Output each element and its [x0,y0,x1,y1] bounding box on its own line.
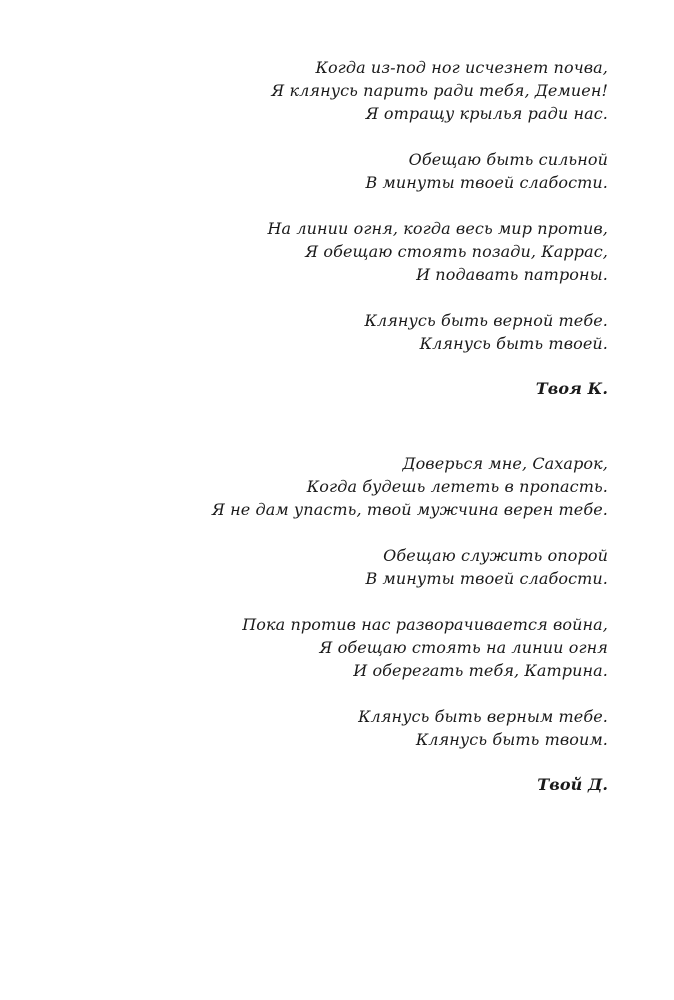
poem-line: Я обещаю стоять позади, Каррас, [305,242,608,261]
poem-line: Клянусь быть твоим. [415,730,608,749]
poem-line: Клянусь быть твоей. [419,334,608,353]
poem-line: Обещаю быть сильной [408,150,608,169]
stanza [48,705,608,751]
stanza [48,56,608,125]
poem-line: Я обещаю стоять на линии огня [319,638,608,657]
stanza [48,613,608,682]
stanza [48,452,608,521]
signature: Твоя К. [535,379,608,398]
stanza [48,217,608,286]
poem-line: Я не дам упасть, твой мужчина верен тебе. [211,500,608,519]
poem-line: Когда из-под ног исчезнет почва, [315,58,608,77]
stanza [48,544,608,590]
stanza [48,309,608,355]
poem-line: И оберегать тебя, Катрина. [353,661,608,680]
signature: Твой Д. [537,775,608,794]
poem-line: Клянусь быть верной тебе. [364,311,608,330]
poem-line: Пока против нас разворачивается война, [242,615,608,634]
poem-line: Доверься мне, Сахарок, [402,454,608,473]
poem-line: Я клянусь парить ради тебя, Демиен! [271,81,608,100]
poem-line: Обещаю служить опорой [383,546,608,565]
poem-line: Когда будешь лететь в пропасть. [306,477,608,496]
poem-line: Я отращу крылья ради нас. [365,104,608,123]
poem-line: В минуты твоей слабости. [365,173,608,192]
poem-line: И подавать патроны. [416,265,608,284]
stanza [48,148,608,194]
poem-line: В минуты твоей слабости. [365,569,608,588]
poem-line: На линии огня, когда весь мир против, [267,219,608,238]
poem-line: Клянусь быть верным тебе. [358,707,608,726]
poem-katrina [48,56,608,400]
poem-damien [48,452,608,796]
